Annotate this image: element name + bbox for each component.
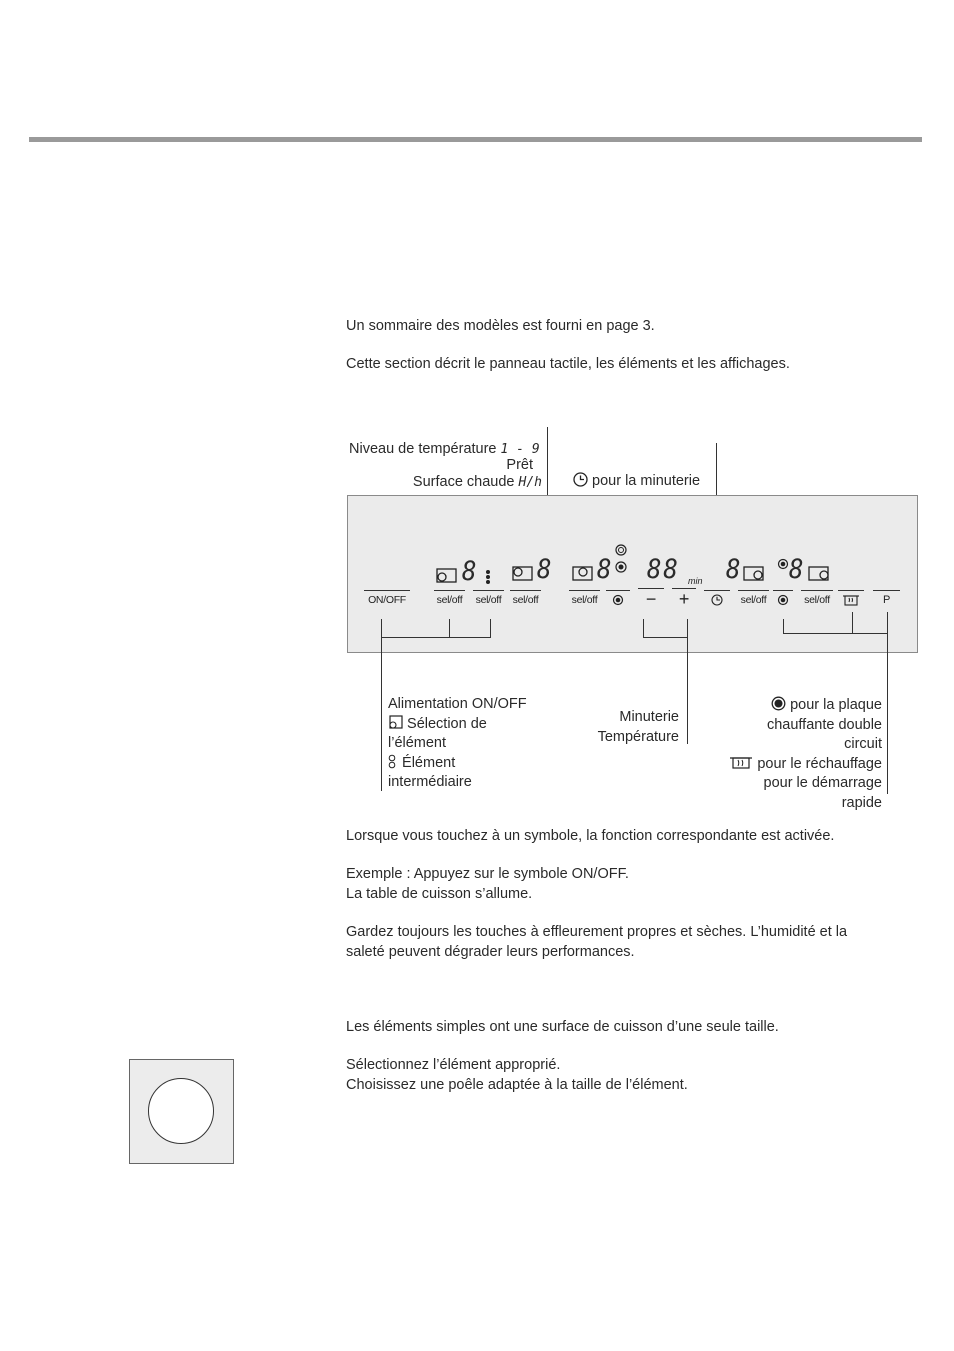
- bracket-left-tick-2: [490, 619, 491, 637]
- label-right-functions: pour la plaque chauffante double circuit pour le réchauffage pour le démarrage rapide: [700, 696, 882, 813]
- plate-ring: [148, 1078, 214, 1144]
- body-text-5a: Sélectionnez l’élément approprié.: [346, 1057, 561, 1073]
- label-niveau-range: 1 - 9: [500, 442, 540, 457]
- element-icon-3: [572, 566, 594, 582]
- double-circuit-key-icon: [612, 594, 624, 606]
- label-minuterie-top: pour la minuterie: [573, 472, 700, 492]
- plus-key[interactable]: +: [672, 588, 696, 606]
- display-digit-5: 8: [725, 554, 741, 585]
- p-key[interactable]: P: [873, 590, 900, 606]
- intermediate-element-icon: [388, 754, 398, 770]
- label-surface-sym: H/h: [518, 475, 542, 490]
- onoff-key[interactable]: ON/OFF: [364, 590, 410, 606]
- display-digit-2: 8: [536, 554, 552, 585]
- double-circuit-legend-icon: [771, 696, 786, 711]
- display-digit-1: 8: [461, 556, 477, 587]
- body-text-2b: La table de cuisson s’allume.: [346, 886, 533, 902]
- sel-off-key-3[interactable]: sel/off: [510, 590, 541, 606]
- label-minuterie-temperature: Minuterie Température: [597, 709, 679, 745]
- warming-legend-icon: [729, 755, 753, 770]
- body-text-3a: Gardez toujours les touches à effleurement propres et sèches. L’humidité et la: [346, 924, 848, 940]
- double-circuit-key-2[interactable]: [773, 590, 793, 608]
- element-select-icon: [388, 715, 403, 730]
- timer-key[interactable]: [704, 590, 730, 608]
- timer-display: 88: [646, 554, 680, 585]
- touch-control-panel: [347, 495, 918, 653]
- warming-icon: [842, 594, 860, 606]
- sel-off-key-1[interactable]: sel/off: [434, 590, 465, 606]
- single-element-plate-icon: [129, 1059, 234, 1164]
- bracket-right: [783, 633, 887, 634]
- intermediate-indicator-icon: [484, 569, 492, 585]
- warming-key[interactable]: [838, 590, 864, 608]
- body-text-5b: Choisissez une poêle adaptée à la taille de l’élément.: [346, 1077, 688, 1093]
- bracket-right-tick-2: [852, 612, 853, 633]
- sel-off-key-2[interactable]: sel/off: [473, 590, 504, 606]
- timer-unit: min: [688, 576, 703, 586]
- bracket-left: [381, 637, 491, 638]
- element-icon-2: [512, 566, 534, 582]
- double-circuit-indicator-icon: [777, 558, 789, 570]
- sel-off-key-6[interactable]: sel/off: [801, 590, 833, 606]
- header-rule: [29, 137, 922, 142]
- sel-off-key-4[interactable]: sel/off: [569, 590, 600, 606]
- timer-key-clock-icon: [711, 594, 723, 606]
- display-digit-6: 8: [788, 554, 804, 585]
- pointer-line-timer-temp: [687, 619, 688, 744]
- body-text-4: Les éléments simples ont une surface de cuisson d’une seule taille.: [346, 1019, 779, 1035]
- intro-text-1: Un sommaire des modèles est fourni en page 3.: [346, 318, 655, 334]
- element-icon-5: [743, 566, 765, 582]
- label-niveau: Niveau de température 1 - 9: [349, 441, 540, 457]
- pointer-line-right: [887, 612, 888, 794]
- double-circuit-key[interactable]: [606, 590, 630, 608]
- bracket-left-tick-1: [449, 619, 450, 637]
- body-text-2a: Exemple : Appuyez sur le symbole ON/OFF.: [346, 866, 629, 882]
- body-text-3b: saleté peuvent dégrader leurs performances.: [346, 944, 635, 960]
- element-icon: [436, 568, 458, 584]
- minus-key[interactable]: −: [638, 588, 664, 606]
- display-digit-3: 8: [596, 554, 612, 585]
- bracket-middle-tick-1: [643, 619, 644, 637]
- pointer-line-onoff: [381, 619, 382, 791]
- bracket-middle: [643, 637, 688, 638]
- label-alimentation: Alimentation ON/OFF Sélection de l’élément Élément intermédiaire: [388, 696, 527, 790]
- element-icon-6: [808, 566, 830, 582]
- double-circuit-icon: [614, 543, 628, 575]
- label-pret: Prêt: [506, 457, 533, 473]
- body-text-1: Lorsque vous touchez à un symbole, la fonction correspondante est activée.: [346, 828, 835, 844]
- label-surface: Surface chaude H/h: [412, 474, 542, 490]
- clock-icon: [573, 472, 588, 487]
- bracket-right-tick-1: [783, 619, 784, 633]
- double-circuit-key-2-icon: [777, 594, 789, 606]
- sel-off-key-5[interactable]: sel/off: [738, 590, 769, 606]
- intro-text-2: Cette section décrit le panneau tactile, les éléments et les affichages.: [346, 356, 790, 372]
